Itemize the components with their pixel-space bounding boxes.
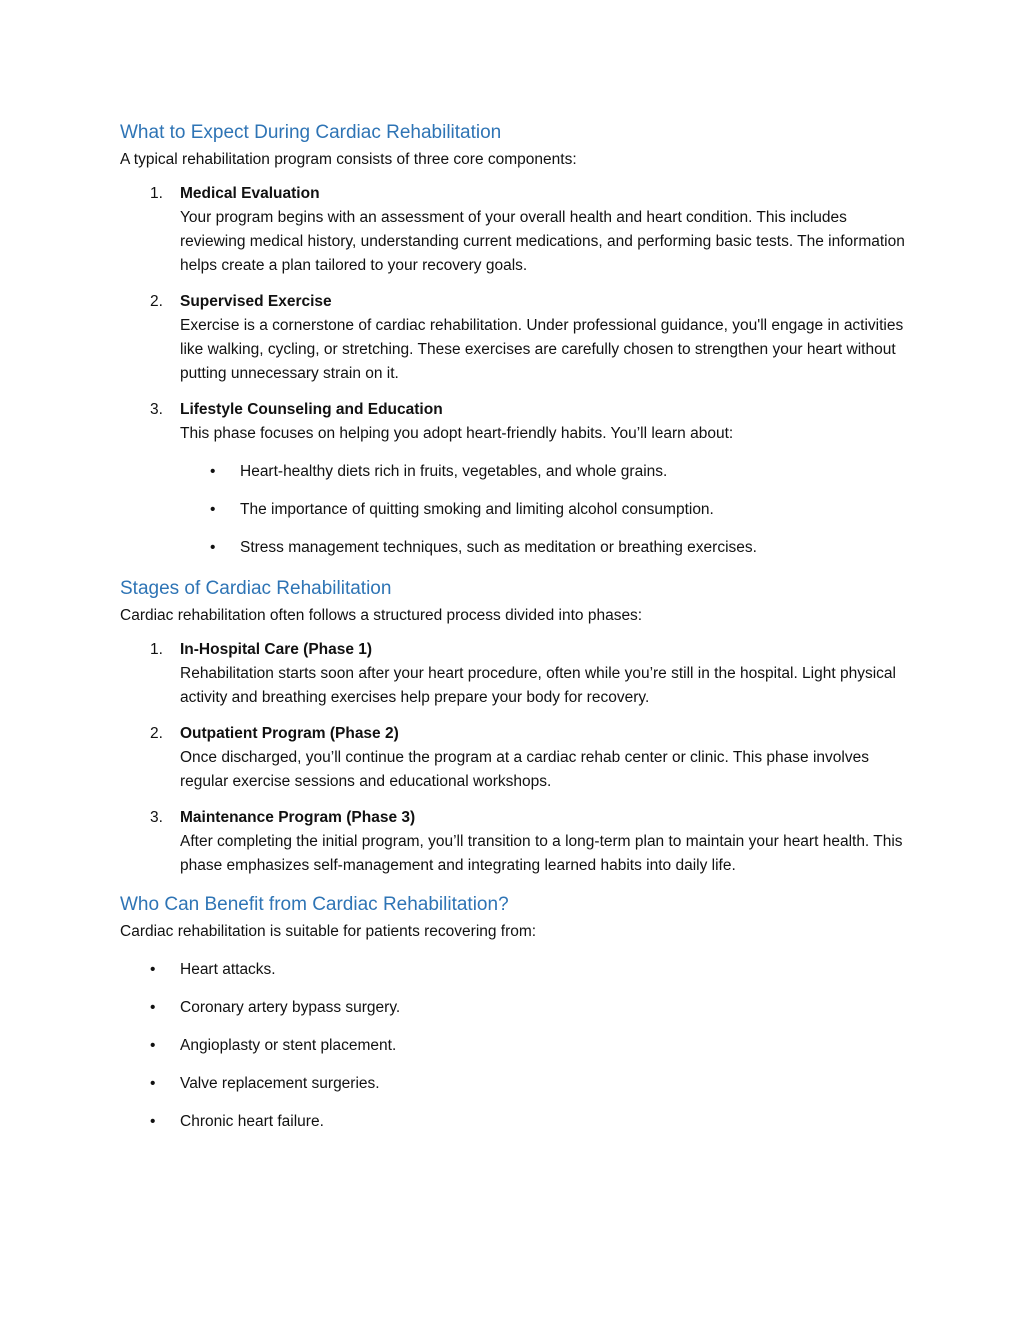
bullet-list xyxy=(180,460,910,560)
list-item xyxy=(120,638,910,710)
section-heading: Stages of Cardiac Rehabilitation xyxy=(120,578,392,599)
item-number: 2. xyxy=(150,725,163,742)
item-description: Your program begins with an assessment of your overall health and heart condition. This includes reviewing medical history, understanding current medications, and performing basic tests. The information helps create a plan tailored to your recovery goals. xyxy=(180,209,905,274)
section-what-to-expect xyxy=(120,118,910,560)
item-description: After completing the initial program, you’ll transition to a long-term plan to maintain your heart health. This phase emphasizes self-management and integrating learned habits into daily life. xyxy=(180,833,903,874)
section-heading: Who Can Benefit from Cardiac Rehabilitation? xyxy=(120,894,509,915)
item-description: This phase focuses on helping you adopt heart-friendly habits. You’ll learn about: xyxy=(180,425,734,442)
item-number: 1. xyxy=(150,641,163,658)
item-title: Supervised Exercise xyxy=(180,293,332,310)
item-title: Outpatient Program (Phase 2) xyxy=(180,725,399,742)
section-stages xyxy=(120,574,910,878)
bullet-list xyxy=(120,958,910,1134)
bullet-icon: • xyxy=(210,501,216,518)
section-heading: What to Expect During Cardiac Rehabilitation xyxy=(120,122,502,143)
list-item xyxy=(120,722,910,794)
bullet-item xyxy=(120,996,910,1020)
bullet-text: Angioplasty or stent placement. xyxy=(180,1037,397,1054)
item-description: Rehabilitation starts soon after your heart procedure, often while you’re still in the hospital. Light physical activity and breathing exercises help prepare your body for recovery. xyxy=(180,665,896,706)
bullet-item xyxy=(120,1034,910,1058)
bullet-text: Heart attacks. xyxy=(180,961,276,978)
bullet-item xyxy=(120,958,910,982)
item-number: 3. xyxy=(150,401,163,418)
item-number: 1. xyxy=(150,185,163,202)
item-number: 3. xyxy=(150,809,163,826)
bullet-icon: • xyxy=(150,961,156,978)
item-description: Once discharged, you’ll continue the program at a cardiac rehab center or clinic. This phase involves regular exercise sessions and educational workshops. xyxy=(180,749,869,790)
bullet-icon: • xyxy=(150,1037,156,1054)
section-who-can-benefit xyxy=(120,890,910,1134)
bullet-text: The importance of quitting smoking and limiting alcohol consumption. xyxy=(240,501,714,518)
bullet-icon: • xyxy=(210,463,216,480)
bullet-text: Heart-healthy diets rich in fruits, vegetables, and whole grains. xyxy=(240,463,668,480)
section-intro: A typical rehabilitation program consists of three core components: xyxy=(120,151,577,168)
item-description: Exercise is a cornerstone of cardiac rehabilitation. Under professional guidance, you'll engage in activities like walking, cycling, or stretching. These exercises are carefully chosen to strengthen your heart without putting unnecessary strain on it. xyxy=(180,317,904,382)
bullet-item xyxy=(180,460,910,484)
bullet-item xyxy=(180,536,910,560)
bullet-item xyxy=(120,1110,910,1134)
item-title: Lifestyle Counseling and Education xyxy=(180,401,443,418)
bullet-item xyxy=(120,1072,910,1096)
item-number: 2. xyxy=(150,293,163,310)
bullet-text: Valve replacement surgeries. xyxy=(180,1075,380,1092)
document-page xyxy=(120,118,910,1148)
bullet-icon: • xyxy=(150,1113,156,1130)
bullet-text: Chronic heart failure. xyxy=(180,1113,324,1130)
item-title: Medical Evaluation xyxy=(180,185,320,202)
list-item xyxy=(120,290,910,386)
item-title: In-Hospital Care (Phase 1) xyxy=(180,641,373,658)
bullet-text: Stress management techniques, such as meditation or breathing exercises. xyxy=(240,539,757,556)
bullet-icon: • xyxy=(150,999,156,1016)
bullet-icon: • xyxy=(150,1075,156,1092)
list-item xyxy=(120,398,910,560)
list-item xyxy=(120,806,910,878)
section-intro: Cardiac rehabilitation is suitable for patients recovering from: xyxy=(120,923,537,940)
bullet-item xyxy=(180,498,910,522)
numbered-list xyxy=(120,638,910,878)
numbered-list xyxy=(120,182,910,560)
section-intro: Cardiac rehabilitation often follows a structured process divided into phases: xyxy=(120,607,643,624)
bullet-text: Coronary artery bypass surgery. xyxy=(180,999,401,1016)
list-item xyxy=(120,182,910,278)
bullet-icon: • xyxy=(210,539,216,556)
item-title: Maintenance Program (Phase 3) xyxy=(180,809,416,826)
